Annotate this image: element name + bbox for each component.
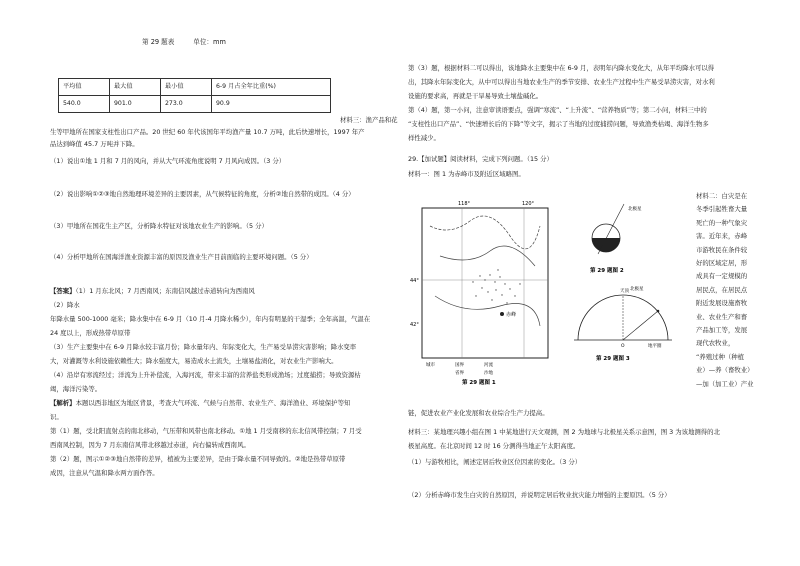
answer-2a: 年降水量 500-1000 毫米；降水集中在 6-9 月（10 月-4 月降水稀少），年内有明显的干湿季；全年高温，气温在 [50, 315, 371, 323]
answer-4a: （4）沿岸有寒流经过；洋流为上升补偿流，入海河流，带来丰富的营养盐类形成渔场；过度捕捞；导致资源枯 [50, 371, 361, 379]
para-4c: 样性减少。 [408, 134, 440, 142]
m2-line: 市游牧民在条件较 [696, 245, 748, 254]
m2-line: 成具有一定规模的 [696, 272, 748, 281]
legend-city: 城市 [426, 363, 435, 368]
analysis-a: 本题以西非地区为地区背景，考查大气环流、气候与自然带、农业生产、海洋渔业、环境保护等知 [75, 399, 351, 407]
fig3-point: O [621, 344, 625, 349]
m2-line: 冬季引起牲畜大量 [696, 205, 748, 214]
material3-text-end: 品达到峰值 45.7 万吨并下降。 [50, 140, 139, 148]
m2-line: 材料二：白灾是在 [696, 192, 748, 200]
table-header-cell: 最小值 [161, 79, 212, 96]
m2-line: 现代农牧业， [696, 339, 735, 348]
material-3a: 材料三：某地理兴趣小组在图 1 中某地进行天文观测，图 2 为地球与北极星关系示意图，图 3 为该地测得的北 [408, 428, 720, 436]
legend-sand: 沙地 [484, 371, 493, 376]
fig3-zenith: 天顶 [620, 289, 629, 294]
table-header-cell: 6-9 月占全年比重(%) [212, 79, 331, 96]
m2-line: —加（加工业）产业 [696, 379, 754, 388]
figure-1-caption: 第 29 题图 1 [462, 380, 496, 386]
answer-2: （2）降水 [50, 301, 80, 309]
answer-3b: 大，对灌溉等水利设施依赖性大；降水强度大，易造成水土流失，土壤易盐渍化，对农业生产影响大。 [50, 357, 338, 365]
table-cell: 540.0 [59, 96, 110, 113]
table-row [59, 79, 331, 96]
legend-province: 省界 [455, 371, 464, 376]
question-2: （2）说出影响①②③地自然地理环境差异的主要因素，从气候特征的角度，分析②地自然带的成因。（4 分） [50, 190, 355, 198]
table-cell: 90.9 [212, 96, 331, 113]
material-2-end: 链，促进农业产业化发展和农业综合生产力提高。 [408, 409, 549, 417]
para-3b: 出，其降水年际变化大，从中可以得出当地农业生产的季节安排、农业生产过程中生产易受旱涝灾害，对水利 [408, 78, 715, 86]
para-3a: 第（3）题，根据材料二可以得出，该地降水主要集中在 6-9 月，表明年内降水变化大，从年平均降水可以得 [408, 64, 715, 72]
analysis-block [50, 399, 350, 407]
table-caption-unit: 单位：mm [193, 38, 226, 46]
question-1: （1）说出①地 1 月和 7 月的风向，并从大气环流角度说明 7 月风向成因。（3 分） [50, 157, 286, 165]
analysis-d: 西南风控制，因为 7 月东南信风带北移越过赤道，向右偏转成西南风。 [50, 441, 250, 449]
subquestion-1: （1）与游牧相比，阐述定居后牧业区位因素的变化。（3 分） [408, 458, 582, 466]
legend-river: 河流 [484, 363, 493, 368]
m2-line: 业）—养（畜牧业） [696, 366, 754, 375]
answer-2b: 24 度以上，形成热带草原带 [50, 329, 131, 337]
analysis-b: 识。 [50, 413, 63, 421]
m2-line: 死亡的一种气象灾 [696, 218, 748, 227]
figure-2-diagram [576, 196, 646, 276]
m2-line: 居民点，在居民点 [696, 285, 748, 294]
map-longitude-120: 120° [522, 201, 535, 207]
m2-line: 好的区域定居，形 [696, 259, 748, 268]
subquestion-2: （2）分析赤峰市发生白灾的自然原因，并说明定居后牧业抗灾能力增强的主要原因。（5 分） [408, 491, 671, 499]
table-cell: 273.0 [161, 96, 212, 113]
answer-label: 【答案】 [50, 287, 76, 295]
question-4: （4）分析甲地所在国海洋渔业资源丰富的原因及渔业生产目前面临的主要环境问题。（5 分） [50, 253, 313, 261]
material3-text: 生等甲地所在国家支柱性出口产品。20 世纪 60 年代该国年平均渔产量 10.7 万吨，此后快速增长，1997 年产 [50, 128, 365, 136]
fig2-polaris: 北极星 [628, 207, 642, 212]
table-caption [142, 38, 226, 46]
material-2-block [696, 190, 776, 391]
para-3c: 设施的要求高，再就是干旱易导致土壤盐碱化。 [408, 92, 543, 100]
para-4a: 第（4）题，第一小问，注意审读语要点，强调“寒流”、“上升流”、“营养物质”等；第二小问，材料三中的 [408, 106, 707, 114]
para-4b: “支柱性出口产品”、“快速增长后的下降”等文字，揭示了当地的过度捕捞问题，导致渔类枯竭、海洋生物多 [408, 120, 709, 128]
map-longitude-118: 118° [458, 201, 471, 207]
map-latitude-44: 44° [410, 278, 419, 284]
figure-1-map [410, 196, 560, 386]
table-header-cell: 平均值 [59, 79, 110, 96]
fig3-horizon: 地平圈 [648, 344, 662, 349]
table-caption-title: 第 29 题表 [142, 38, 175, 46]
figure-2-caption: 第 29 题图 2 [590, 268, 624, 274]
m2-line: 业、农业生产和畜 [696, 312, 748, 321]
figure-3-caption: 第 29 题图 3 [596, 356, 630, 362]
answer-4b: 竭，海洋污染等。 [50, 385, 102, 393]
analysis-f: 成因，注意从气温和降水两方面作答。 [50, 469, 159, 477]
question-29: 29.【加试题】阅读材料，完成下列问题。（15 分） [408, 155, 553, 163]
answer-1: （1）1 月东北风；7 月西南风；东南信风越过赤道转向为西南风 [75, 287, 255, 295]
map-latitude-42: 42° [410, 322, 419, 328]
question-3: （3）甲地所在国花生主产区，分析降水特征对该地农业生产的影响。（5 分） [50, 222, 268, 230]
material-1: 材料一：图 1 为赤峰市及附近区域略图。 [408, 170, 525, 178]
analysis-label: 【解析】 [50, 399, 76, 407]
map-legend [426, 361, 493, 376]
material-3b: 极星高度。在北京时间 12 时 16 分测得当地正午太阳高度。 [408, 442, 580, 450]
table-header-cell: 最大值 [110, 79, 161, 96]
table-row [59, 96, 331, 113]
map-city-chifeng: 赤峰 [506, 312, 517, 318]
rainfall-table [58, 78, 331, 113]
analysis-e: 第（2）题，图示①②③地自然带的差异，植被为主要差异，是由于降水量不同导致的。②地是热带草原带 [50, 455, 346, 463]
answer-3a: （3）生产主要集中在 6-9 月降水较丰富月份；降水量年内、年际变化大，生产易受旱涝灾害影响；降水变率 [50, 343, 357, 351]
figure-3-diagram [568, 278, 678, 363]
answer-block [50, 287, 255, 295]
m2-line: 害。近年来，赤峰 [696, 232, 748, 241]
table-cell: 901.0 [110, 96, 161, 113]
fig3-polaris: 北极星 [630, 287, 644, 292]
city-marker [500, 312, 504, 316]
m2-line: 附近发展设施畜牧 [696, 299, 748, 308]
m2-line: “养殖过种（种植 [696, 352, 745, 361]
analysis-c: 第（1）题，受北阳直射点的南北移动，气压带和风带也南北移动。①地 1 月受南移的东北信风带控制；7 月受 [50, 427, 362, 435]
legend-border: 国界 [455, 363, 464, 368]
material3-start: 材料三：渔产品和花 [340, 116, 398, 124]
m2-line: 产品加工等，发展 [696, 326, 748, 335]
